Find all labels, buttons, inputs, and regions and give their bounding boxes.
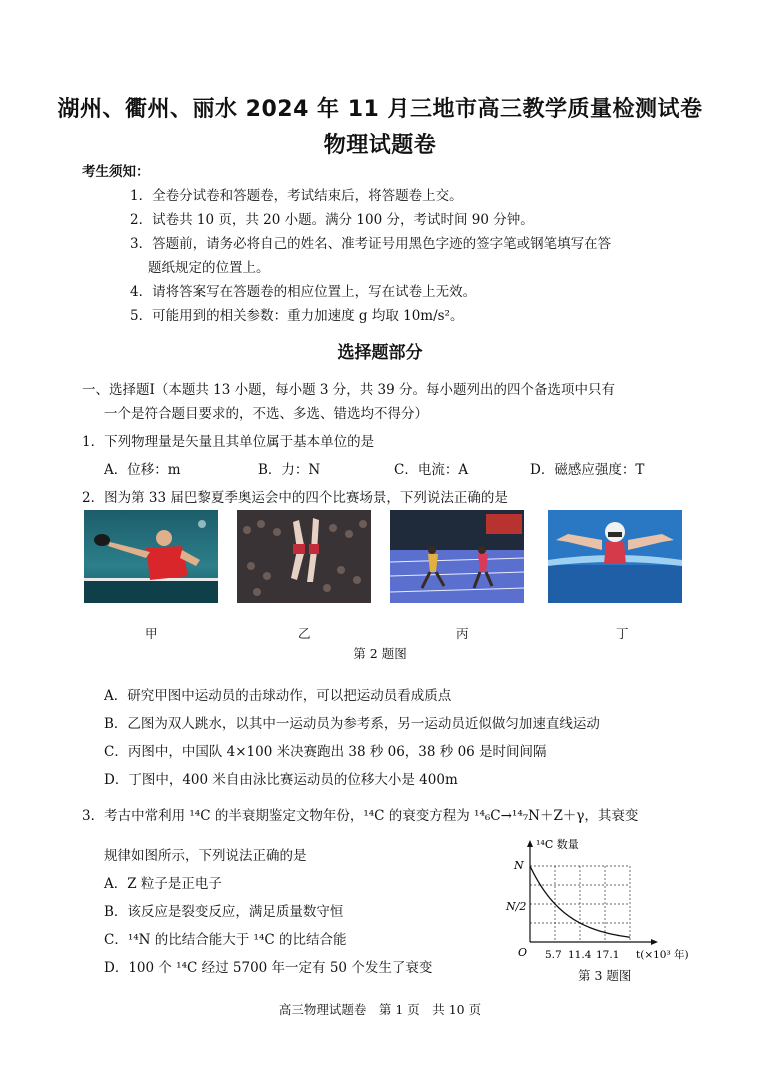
y-tick-half: N/2 — [506, 900, 527, 913]
q2-option-a: A．研究甲图中运动员的击球动作，可以把运动员看成质点 — [104, 688, 452, 704]
notice-item: 2．试卷共 10 页，共 20 小题。满分 100 分，考试时间 90 分钟。 — [130, 212, 534, 228]
notice-item: 题纸规定的位置上。 — [148, 260, 270, 276]
x-axis-arrow — [651, 939, 658, 945]
q3-option-c: C．¹⁴N 的比结合能大于 ¹⁴C 的比结合能 — [104, 932, 347, 948]
page-footer: 高三物理试题卷 第 1 页 共 10 页 — [278, 1002, 482, 1017]
decay-chart — [496, 836, 706, 976]
q3-option-b: B．该反应是裂变反应，满足质量数守恒 — [104, 904, 344, 920]
diving-photo — [237, 510, 371, 603]
q2-option-c: C．丙图中，中国队 4×100 米决赛跑出 38 秒 06，38 秒 06 是时间间隔 — [104, 744, 547, 760]
question-2-stem: 2．图为第 33 届巴黎夏季奥运会中的四个比赛场景，下列说法正确的是 — [82, 490, 508, 506]
question-3-stem: 3．考古中常利用 ¹⁴C 的半衰期鉴定文物年份，¹⁴C 的衰变方程为 ¹⁴₆C→¹⁴₇N＋Z＋γ，其衰变 — [82, 808, 639, 824]
x-tick: 11.4 — [568, 949, 592, 961]
x-tick: 5.7 — [545, 949, 562, 961]
section-title: 选择题部分 — [337, 343, 423, 363]
photo-label-ding: 丁 — [616, 626, 629, 641]
y-axis-label: ¹⁴C 数量 — [536, 838, 579, 851]
q1-option-d: D．磁感应强度：T — [530, 462, 645, 478]
sprint-photo — [390, 510, 524, 603]
photo-label-yi: 乙 — [298, 626, 311, 641]
figure-2-caption: 第 2 题图 — [353, 646, 407, 661]
notice-heading: 考生须知： — [82, 164, 150, 180]
y-axis-arrow — [527, 840, 533, 847]
figure-3-caption: 第 3 题图 — [578, 968, 632, 983]
x-tick: 17.1 — [596, 949, 620, 961]
q2-option-b: B．乙图为双人跳水，以其中一运动员为参考系，另一运动员近似做匀加速直线运动 — [104, 716, 600, 732]
y-tick-n: N — [514, 859, 524, 872]
notice-item: 5．可能用到的相关参数：重力加速度 g 均取 10m/s²。 — [130, 308, 464, 324]
photo-label-jia: 甲 — [145, 626, 158, 641]
paper-subtitle: 物理试题卷 — [323, 133, 437, 158]
q1-option-b: B．力：N — [258, 462, 321, 478]
q1-option-c: C．电流：A — [394, 462, 469, 478]
notice-item: 4．请将答案写在答题卷的相应位置上，写在试卷上无效。 — [130, 284, 477, 300]
q1-option-a: A．位移：m — [104, 462, 181, 478]
part-instructions: 一、选择题Ⅰ（本题共 13 小题，每小题 3 分，共 39 分。每小题列出的四个备选项中只有 — [82, 382, 616, 398]
exam-title: 湖州、衢州、丽水 2024 年 11 月三地市高三教学质量检测试卷 — [57, 97, 703, 122]
question-1-stem: 1．下列物理量是矢量且其单位属于基本单位的是 — [82, 434, 375, 450]
part-instructions: 一个是符合题目要求的，不选、多选、错选均不得分） — [104, 406, 428, 422]
q2-option-d: D．丁图中，400 米自由泳比赛运动员的位移大小是 400m — [104, 772, 458, 788]
q3-option-a: A．Z 粒子是正电子 — [104, 876, 222, 892]
notice-item: 1．全卷分试卷和答题卷，考试结束后，将答题卷上交。 — [130, 188, 463, 204]
swimming-photo — [548, 510, 682, 603]
origin-label: O — [518, 946, 528, 959]
photo-label-bing: 丙 — [456, 626, 469, 641]
question-3-stem-cont: 规律如图所示，下列说法正确的是 — [104, 848, 307, 864]
table-tennis-photo — [84, 510, 218, 603]
q3-option-d: D．100 个 ¹⁴C 经过 5700 年一定有 50 个发生了衰变 — [104, 960, 433, 976]
x-axis-label: t(×10³ 年) — [636, 949, 689, 961]
notice-item: 3．答题前，请务必将自己的姓名、准考证号用黑色字迹的签字笔或钢笔填写在答 — [130, 236, 612, 252]
